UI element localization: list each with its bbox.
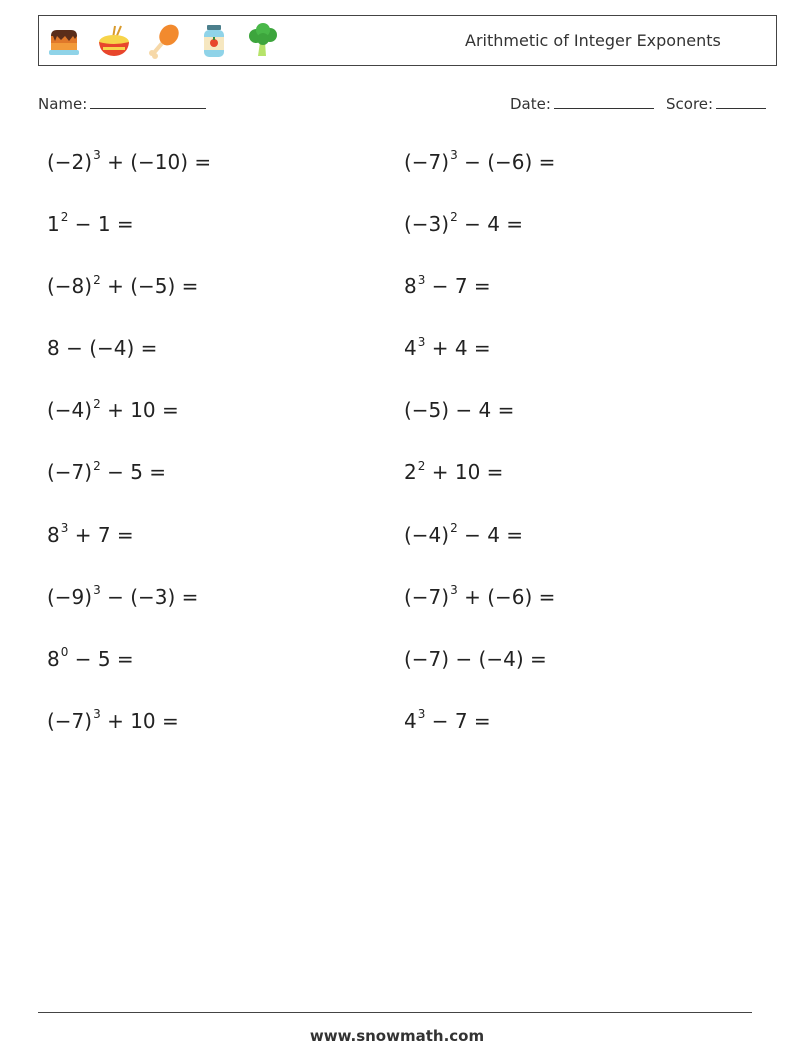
name-label: Name: xyxy=(38,95,88,113)
problem-16: $(-7)^3 + (-6)$ = xyxy=(404,583,556,609)
problem-20: $4^3 - 7$ = xyxy=(404,707,491,733)
problem-6: $8^3 - 7$ = xyxy=(404,272,491,299)
broccoli-icon xyxy=(245,22,283,60)
date-label: Date: xyxy=(510,95,551,113)
worksheet-header xyxy=(38,15,777,66)
problem-5: $(-8)^2 + (-5)$ = xyxy=(47,272,199,299)
date-blank[interactable] xyxy=(554,92,654,109)
problem-17: $8^0 - 5$ = xyxy=(47,645,134,671)
footer-divider xyxy=(38,1012,752,1013)
header-icons xyxy=(45,22,283,60)
rice-bowl-icon xyxy=(95,22,133,60)
name-field xyxy=(38,92,206,113)
problem-2: $(-7)^3 - (-6)$ = xyxy=(404,148,556,174)
score-field xyxy=(666,92,766,113)
cake-icon xyxy=(45,22,83,60)
problem-grid xyxy=(47,142,767,763)
problem-4: $(-3)^2 - 4$ = xyxy=(404,210,524,237)
chicken-leg-icon xyxy=(145,22,183,60)
score-blank[interactable] xyxy=(716,92,766,109)
problem-13: $8^3 + 7$ = xyxy=(47,520,134,547)
score-label: Score: xyxy=(666,95,714,113)
problem-3: $1^2 - 1$ = xyxy=(47,210,134,237)
name-blank[interactable] xyxy=(90,92,206,109)
problem-19: $(-7)^3 + 10$ = xyxy=(47,707,179,733)
problem-15: $(-9)^3 - (-3)$ = xyxy=(47,583,199,609)
jam-jar-icon xyxy=(195,22,233,60)
problem-9: $(-4)^2 + 10$ = xyxy=(47,396,179,423)
footer-url: www.snowmath.com xyxy=(309,1027,485,1045)
problem-14: $(-4)^2 - 4$ = xyxy=(404,520,524,547)
problem-7: 8 − (−4) = xyxy=(47,336,158,361)
problem-10: (−5) − 4 = xyxy=(404,398,515,423)
date-field xyxy=(510,92,654,113)
problem-8: $4^3 + 4$ = xyxy=(404,334,491,361)
problem-18: (−7) − (−4) = xyxy=(404,646,547,671)
problem-1: $(-2)^3 + (-10)$ = xyxy=(47,148,212,174)
problem-12: $2^2 + 10$ = xyxy=(404,458,504,485)
worksheet-title: Arithmetic of Integer Exponents xyxy=(465,31,721,50)
problem-11: $(-7)^2 - 5$ = xyxy=(47,458,167,485)
